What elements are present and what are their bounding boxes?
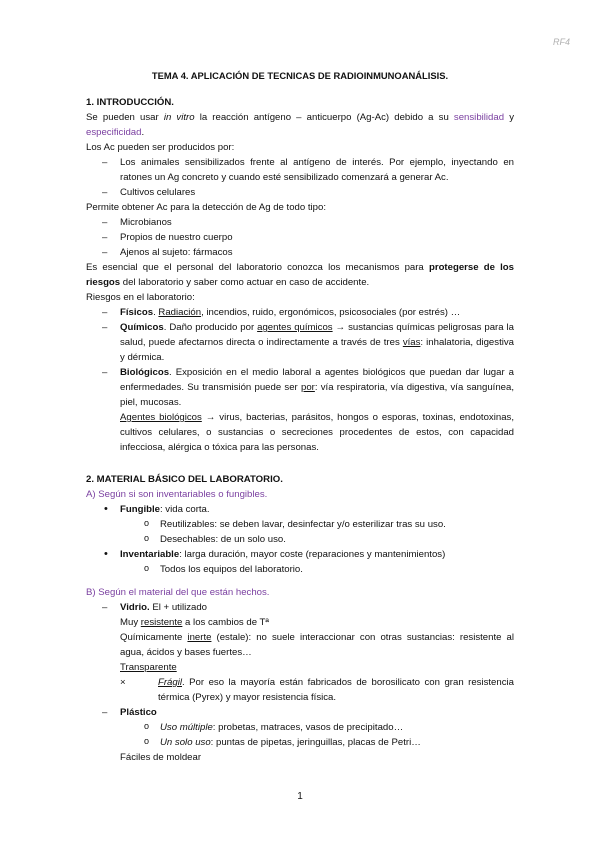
plastic-moldable: Fáciles de moldear [120,752,202,763]
list-item: – Propios de nuestro cuerpo [86,230,514,245]
list-item: o Desechables: de un solo uso. [86,532,514,547]
intro-paragraph: Se pueden usar in vitro la reacción antígeno – anticuerpo (Ag-Ac) debido a su sensibilidad y especificidad. [86,112,514,138]
glass-inert: Químicamente inerte (estale): no suele interaccionar con otras sustancias: resistente al agua, ácidos y bases fuertes… [120,632,514,658]
subsection-b-heading: B) Según el material del que están hechos. [86,587,270,598]
glass-resistance: Muy resistente a los cambios de Tª [120,617,269,628]
document-title: TEMA 4. APLICACIÓN DE TECNICAS DE RADIOINMUNOANÁLISIS. [151,70,449,81]
list-item: – Ajenos al sujeto: fármacos [86,245,514,260]
document-body [86,62,514,765]
list-item: – Los animales sensibilizados frente al antígeno de interés. Por ejemplo, inyectando en ratones un Ag concreto y cuando esté sensibilizado comenzará a generar Ac. [86,155,514,185]
list-item: – Microbianos [86,215,514,230]
list-item: o Reutilizables: se deben lavar, desinfectar y/o esterilizar tras su uso. [86,517,514,532]
list-item: – Cultivos celulares [86,185,514,200]
section-2-heading: 2. MATERIAL BÁSICO DEL LABORATORIO. [86,474,283,485]
risks-intro: Riesgos en el laboratorio: [86,292,195,303]
section-1-heading: 1. INTRODUCCIÓN. [86,97,174,108]
production-intro: Los Ac pueden ser producidos por: [86,142,235,153]
glass-item: – Vidrio. El + utilizado [86,600,514,615]
list-item: o Un solo uso: puntas de pipetas, jeringuillas, placas de Petri… [86,735,514,750]
subsection-a-heading: A) Según si son inventariables o fungibles. [86,489,268,500]
list-item: o Uso múltiple: probetas, matraces, vasos de precipitado… [86,720,514,735]
list-item: o Todos los equipos del laboratorio. [86,562,514,577]
header-tag: RF4 [552,37,570,47]
safety-paragraph: Es esencial que el personal del laboratorio conozca los mecanismos para protegerse de los riesgos del laboratorio y saber como actuar en caso de accidente. [86,262,514,288]
biological-agents-note: Agentes biológicos → virus, bacterias, parásitos, hongos o esporas, toxinas, endotoxinas, cultivos celulares, o sustancias o secreciones procedentes de estos, con capacidad infecciosa, alérgica o tóxica para las personas. [120,412,514,453]
risk-biological: – Biológicos. Exposición en el medio laboral a agentes biológicos que puedan dar lugar a enfermedades. Su transmisión puede ser por: vía respiratoria, vía digestiva, vía sanguínea, piel, mucosas. [86,365,514,410]
risk-chemical: – Químicos. Daño producido por agentes químicos → sustancias químicas peligrosas para la salud, puede afectarnos directa o indirectamente a través de tres vías: inhalatoria, digestiva y dérmica. [86,320,514,365]
page-number: 1 [297,791,303,802]
inventariable-item: • Inventariable: larga duración, mayor coste (reparaciones y mantenimientos) [86,547,514,562]
detection-intro: Permite obtener Ac para la detección de Ag de todo tipo: [86,202,327,213]
glass-fragile: × Frágil. Por eso la mayoría están fabricados de borosilicato con gran resistencia térmica (Pyrex) y mayor resistencia física. [86,675,514,705]
risk-physical: – Físicos. Radiación, incendios, ruido, ergonómicos, psicosociales (por estrés) … [86,305,514,320]
glass-transparent: Transparente [120,662,177,673]
plastic-item: – Plástico [86,705,514,720]
fungible-item: • Fungible: vida corta. [86,502,514,517]
